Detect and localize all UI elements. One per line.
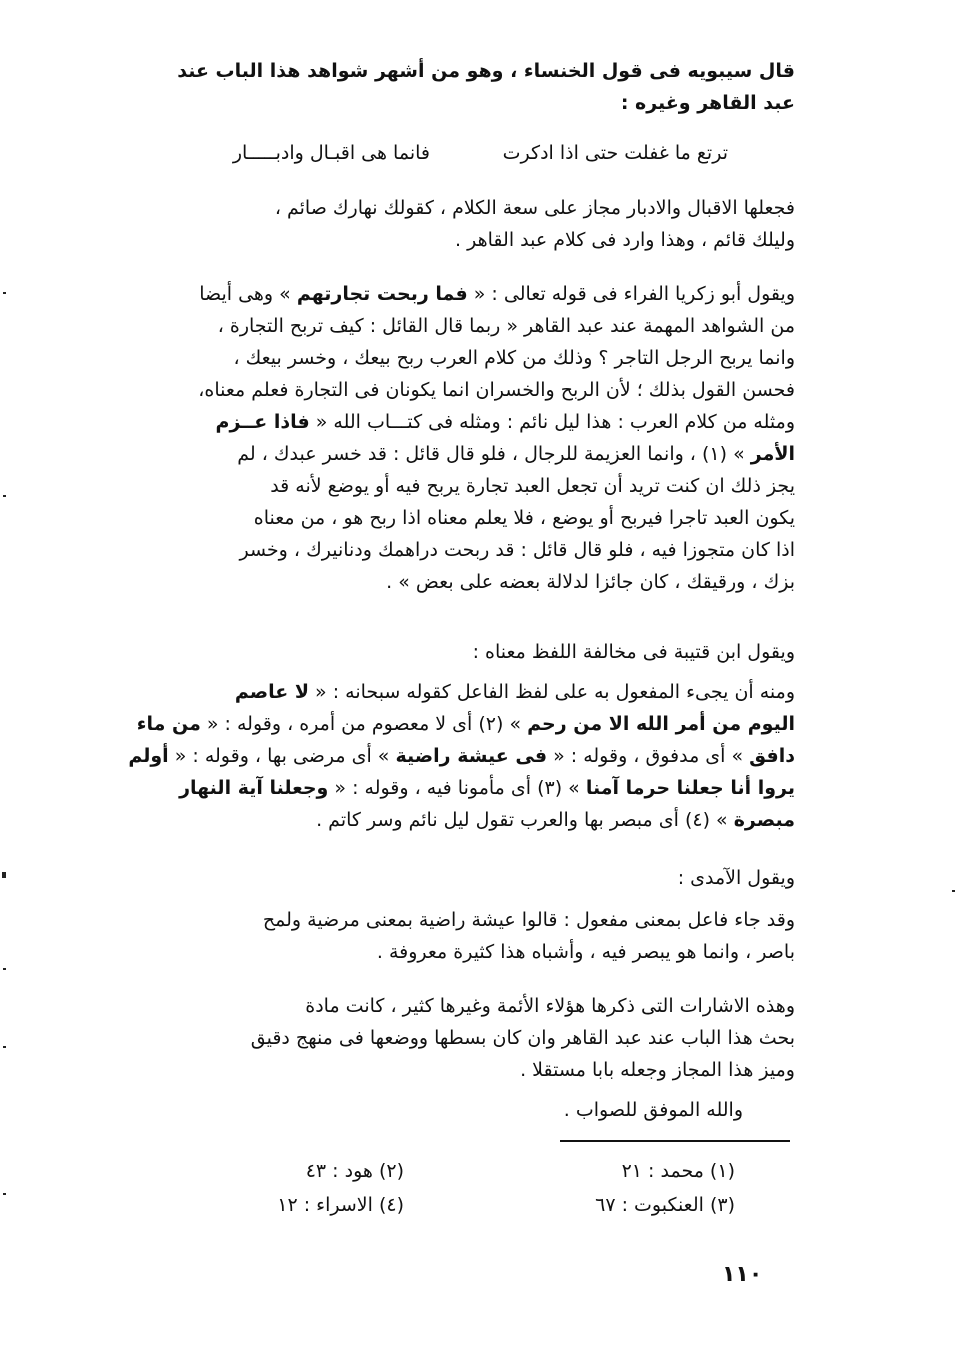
text-run: ويقول أبو زكريا الفراء فى قوله تعالى : « (467, 283, 795, 305)
text-run: ومثله من كلام العرب : هذا ليل نائم : ومثله فى كتـــاب الله « (309, 411, 795, 433)
text-line (110, 406, 795, 438)
quran-quote: من ماء (136, 713, 201, 735)
text-line: اذا كان متجوزا فيه ، فلو قال قائل : قد ربحت دراهمك ودنانيرك ، وخسر (239, 539, 795, 561)
scan-mark (952, 890, 955, 892)
scan-mark (3, 1193, 6, 1195)
text-line (110, 676, 795, 708)
scan-mark (3, 292, 6, 294)
text-line: وميز هذا المجاز وجعله بابا مستقلا . (520, 1059, 795, 1081)
quran-quote: لا عاصم (234, 681, 310, 703)
footnote-2: (٢) هود : ٤٣ (305, 1160, 404, 1182)
text-line: قال سيبويه فى قول الخنساء ، وهو من أشهر شواهد هذا الباب عند (177, 60, 795, 82)
scan-mark (2, 872, 6, 878)
page-number: ١١٠ (722, 1262, 763, 1287)
text-line (110, 278, 795, 310)
text-run: » (٢) أى لا معصوم من أمره ، وقوله : « (200, 713, 528, 735)
text-run: » أى مدفوق ، وقوله : « (547, 745, 750, 767)
text-line: من الشواهد المهمة عند عبد القاهر « ربما قال القائل : كيف تربح التجارة ، (217, 315, 795, 337)
text-line: والله الموفق للصواب . (563, 1099, 743, 1121)
quran-quote: مبصرة (733, 809, 795, 831)
text-run: » (٤) أى مبصر بها والعرب تقول ليل نائم وسر كاتم . (316, 809, 734, 831)
text-line: بحث هذا الباب عند عبد القاهر وان كان بسطها ووضعها فى منهج دقيق (250, 1027, 795, 1049)
text-line: وليلك قائم ، وهذا وارد فى كلام عبد القاهر . (455, 229, 795, 251)
text-line: ويقول ابن قتيبة فى مخالفة اللفظ معناه : (472, 641, 795, 663)
text-line: بزك ، ورقيقك ، كان جائزا لدلالة بعضه على بعض » . (386, 571, 795, 593)
quran-quote: الأمر (750, 443, 795, 465)
text-run: » (٣) أى مأمونا فيه ، وقوله : « (328, 777, 586, 799)
text-line: فجعلها الاقبال والادبار مجاز على سعة الكلام ، كقولك نهارك صائم ، (274, 197, 795, 219)
text-line (110, 740, 795, 772)
closing-line (110, 1094, 795, 1126)
paragraph-conclusion (110, 990, 795, 1086)
paragraph-farra (110, 278, 795, 598)
footnote-1: (١) محمد : ٢١ (621, 1160, 735, 1182)
text-line (110, 772, 795, 804)
quran-quote: فى عيشة راضية (395, 745, 548, 767)
text-run: ومنه أن يجىء المفعول به على لفظ الفاعل كقوله سبحانه : « (309, 681, 795, 703)
scan-mark (3, 495, 6, 497)
text-line: باصر ، وانما هو يبصر فيه ، وأشباه هذا كثيرة معروفة . (376, 941, 795, 963)
quran-quote: أولم (128, 745, 169, 767)
text-line: فحسن القول بذلك ؛ لأن الربح والخسران انما يكونان فى التجارة فعلم معناه، (198, 379, 795, 401)
text-line: وهذه الاشارات التى ذكرها هؤلاء الأئمة وغيرها كثير ، كانت مادة (305, 995, 795, 1017)
text-line: يكون العبد تاجرا فيربح أو يوضع ، فلا يعلم معناه اذا ربح هو ، من معناه (253, 507, 795, 529)
quran-quote: فما ربحت تجارتهم (296, 283, 468, 305)
quran-quote: وجعلنا آية النهار (179, 777, 329, 799)
text-line: وقد جاء فاعل بمعنى مفعول : قالوا عيشة راضية بمعنى مرضية ولمح (262, 909, 795, 931)
paragraph-majaz (110, 192, 795, 256)
quran-quote: اليوم من أمر الله الا من رحم (527, 713, 795, 735)
paragraph-amidi (110, 862, 795, 894)
quran-quote: يروا أنا جعلنا حرما آمنا (585, 777, 795, 799)
text-run: » (١) ، وانما العزيمة للرجال ، فلو قال قائل : قد خسر عبدك ، لم (237, 443, 751, 465)
text-line: ويقول الآمدى : (677, 867, 795, 889)
text-run: » أى مرضى بها ، وقوله : « (168, 745, 396, 767)
paragraph-examples (110, 676, 795, 836)
footnote-divider (560, 1140, 790, 1142)
quran-quote: فاذا عــزم (215, 411, 310, 433)
text-line (110, 708, 795, 740)
footnote-4: (٤) الاسراء : ١٢ (277, 1194, 404, 1216)
text-line (110, 438, 795, 470)
footnote-3: (٣) العنكبوت : ٦٧ (595, 1194, 735, 1216)
text-line: وانما يربح الرجل التاجر ؟ وذلك من كلام العرب ربح بيعك ، وخسر بيعك ، (233, 347, 795, 369)
verse-hemistich-right: ترتع ما غفلت حتى اذا ادكرت (502, 142, 728, 164)
text-line (110, 804, 795, 836)
paragraph-amidi-quote (110, 904, 795, 968)
text-line: عبد القاهر وغيره : (620, 92, 795, 114)
text-run: » وهى أيضا (199, 283, 297, 305)
verse-hemistich-left: فانما هى اقبـال وادبـــــار (232, 142, 430, 164)
paragraph-sibawayh (110, 55, 795, 119)
paragraph-ibn-qutayba (110, 636, 795, 668)
scan-mark (3, 1046, 6, 1048)
quran-quote: دافق (749, 745, 795, 767)
scan-mark (3, 968, 6, 970)
text-line: يجز ذلك ان كنت تريد أن تجعل العبد تجارة يربح فيه أو يوضع لأنه قد (270, 475, 795, 497)
